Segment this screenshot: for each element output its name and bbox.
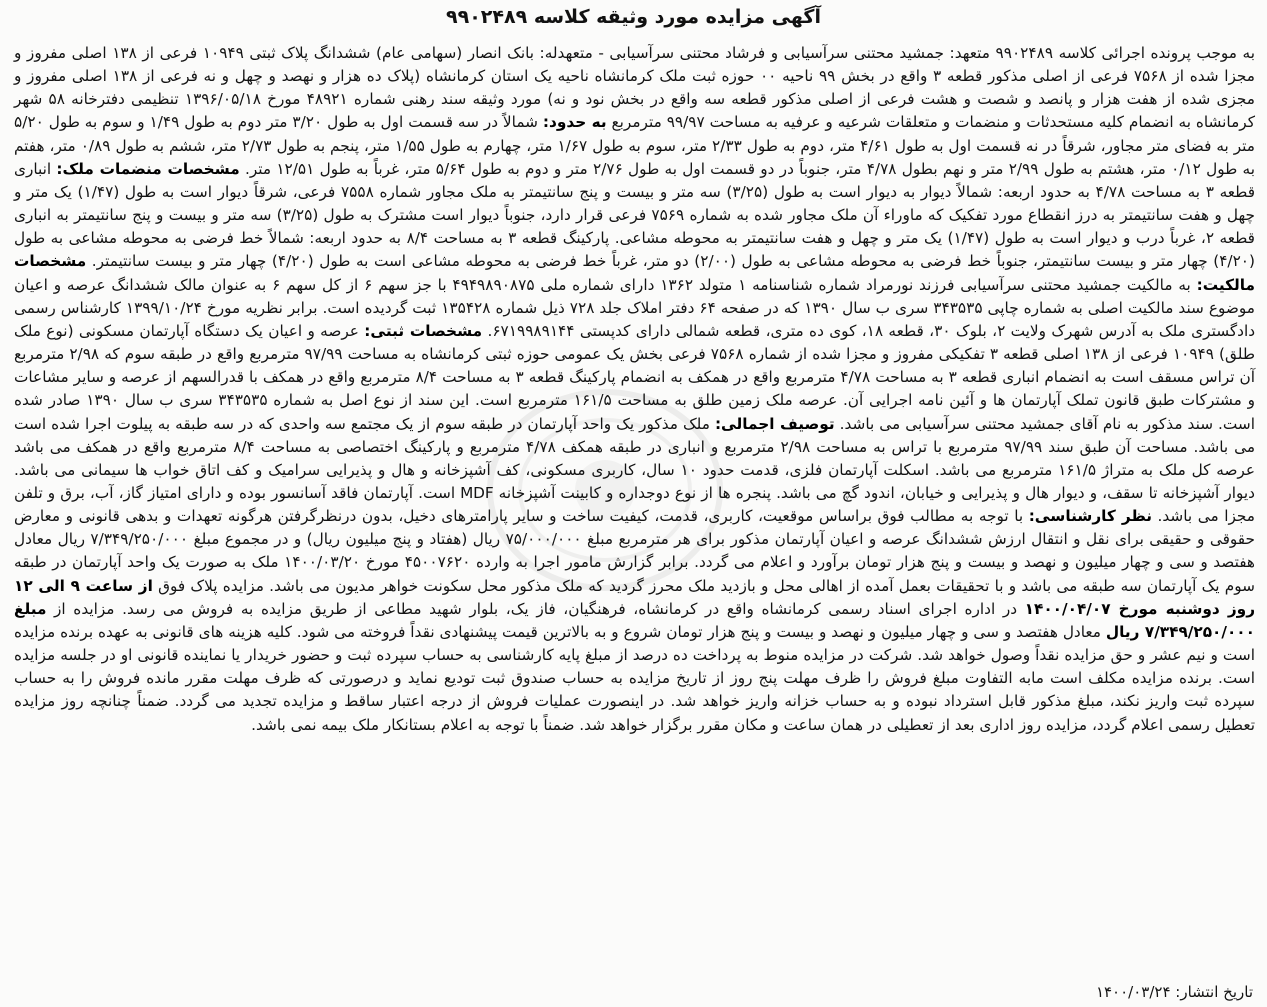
page-title: آگهی مزایده مورد وثیقه کلاسه ۹۹۰۲۴۸۹ <box>446 6 821 28</box>
paragraph-text: به موجب پرونده اجرائی کلاسه ۹۹۰۲۴۸۹ متعهد: جمشید محتنی سرآسیابی و فرشاد محتنی سرآسیابی - متعهدله: بانک انصار (سهامی عام) ششدانگ پلاک ثبتی ۱۰۹۴۹ فرعی از ۱۳۸ اصلی مفروز و مجزا شده از ۷۵۶۸ فرعی از اصلی مذکور قطعه ۳ واقع در بخش ۹۹ ناحیه ۰۰ حوزه ثبت ملک کرمانشاه ناحیه یک استان کرمانشاه (پلاک ده هزار و نهصد و چهل و نه فرعی از ۱۳۸ اصلی مفروز و مجزی شده از هفت هزار و پانصد و شصت و هشت فرعی از اصلی مذکور قطعه سه واقع در بخش نود و نه) مورد وثیقه سند رهنی شماره ۴۸۹۲۱ مورخ ۱۳۹۶/۰۵/۱۸ تنظیمی دفترخانه ۵۸ شهر کرمانشاه به انضمام کلیه مستحدثات و منضمات و متعلقات شرعیه و عرفیه به مساحت ۹۹/۹۷ مترمربع <box>14 44 1255 132</box>
section-heading: مشخصات منضمات ملک: <box>56 159 240 178</box>
section-heading: مشخصات ثبتی: <box>364 321 483 340</box>
section-heading: توصیف اجمالی: <box>714 414 835 433</box>
publication-date: تاریخ انتشار: ۱۴۰۰/۰۳/۲۴ <box>1095 983 1253 1001</box>
paragraph-text: با توجه به مطالب فوق براساس موقعیت، کاربری، قدمت، کیفیت ساخت و سایر پارامترهای دخیل، بدون درنظرگرفتن هرگونه تعهدات و بدهی قانونی و معارض حقوقی و حقیقی برای نقل و انتقال ارزش ششدانگ عرصه و اعیان آپارتمان مذکور برای هر مترمربع مبلغ ۷۵/۰۰۰/۰۰۰ ریال (هفتاد و پنج میلیون ریال) و در مجموع مبلغ ۷/۳۴۹/۲۵۰/۰۰۰ ریال معادل هفتصد و سی و چهار میلیون و نهصد و بیست و پنج هزار تومان برآورد و اعلام می گردد. برابر گزارش مامور اجرا به وارده ۴۵۰۰۷۶۲۰ مورخ ۱۴۰۰/۰۳/۲۰ ملک به صورت یک واحد آپارتمان در طبقه سوم یک آپارتمان سه طبقه می باشد و با تحقیقات بعمل آمده از اهالی محل و بازدید ملک محرز گردید که ملک مذکور محل سکونت خواهر مدیون می باشد. مزایده پلاک فوق <box>14 507 1256 595</box>
paragraph-text: انباری قطعه ۳ به مساحت ۴/۷۸ به حدود اربعه: شمالاً دیوار به دیوار است به طول (۳/۲۵) سه متر و بیست و پنج سانتیمتر به ملک مجاور شماره ۷۵۵۸ فرعی، شرقاً دیوار است به طول (۱/۴۷) یک متر و چهل و هفت سانتیمتر به درز انقطاع مورد تفکیک که ماوراء آن ملک مجاور شده به شماره ۷۵۶۹ فرعی قرار دارد، جنوباً دیوار است مشترک به طول (۳/۲۵) سه متر و بیست و پنج سانتیمتر به انباری قطعه ۲، غرباً درب و دیوار است به طول (۱/۴۷) یک متر و چهل و هفت سانتیمتر به محوطه مشاعی. پارکینگ قطعه ۳ به مساحت ۸/۴ به حدود اربعه: شمالاً خط فرضی به محوطه مشاعی به طول (۴/۲۰) چهار متر و بیست سانتیمتر، جنوباً خط فرضی به محوطه مشاعی به طول (۲/۰۰) دو متر، غرباً خط فرضی به محوطه مشاعی است به طول (۴/۲۰) چهار متر و بیست سانتیمتر. <box>14 159 1256 271</box>
paragraph-text: شمالاً در سه قسمت اول به طول ۳/۲۰ متر دوم به طول ۱/۴۹ و سوم به طول ۵/۲۰ متر به فضای متر مجاور، شرقاً در نه قسمت اول به طول ۴/۶۱ متر، دوم به طول ۲/۳۳ متر، سوم به طول ۱/۶۷ متر، چهارم به طول ۱/۵۵ متر، پنجم به طول ۲/۷۳ متر، ششم به طول ۰/۸۹ متر، هفتم به طول ۰/۱۲ متر، هشتم به طول ۲/۹۹ متر و نهم بطول ۴/۷۸ متر، جنوباً در دو قسمت اول به طول ۲/۷۶ متر و دوم به طول ۵/۶۴ متر، غرباً به طول ۱۲/۵۱ متر. <box>14 113 1256 178</box>
paragraph-text: عرصه و اعیان یک دستگاه آپارتمان مسکونی (نوع ملک طلق) ۱۰۹۴۹ فرعی از ۱۳۸ اصلی قطعه ۳ تفکیکی مفروز و مجزا شده از شماره ۷۵۶۸ فرعی بخش یک عمومی حوزه ثبتی کرمانشاه به مساحت ۹۷/۹۹ مترمربع واقع در طبقه سوم که ۲/۹۸ مترمربع آن تراس مسقف است به انضمام انباری قطعه ۳ به مساحت ۴/۷۸ مترمربع واقع در همکف به انضمام پارکینگ قطعه ۳ به مساحت ۸/۴ مترمربع واقع در همکف با قدرالسهم از عرصه و سایر مشاعات و مشترکات طبق قانون تملک آپارتمان ها و آئین نامه اجرایی آن. عرصه ملک زمین طلق به مساحت ۱۶۱/۵ مترمربع است. این سند از نوع اصل به شماره ۳۴۳۵۳۵ سری ب سال ۱۳۹۰ صادر شده است. سند مذکور به نام آقای جمشید محتنی سرآسیابی می باشد. <box>14 321 1256 433</box>
paragraph-text: ملک مذکور یک واحد آپارتمان در طبقه سوم از یک مجتمع سه واحدی که در سه طبقه به پیلوت اجرا شده است می باشد. مساحت آن طبق سند ۹۷/۹۹ مترمربع با تراس به مساحت ۲/۹۸ مترمربع و انباری در طبقه همکف ۴/۷۸ مترمربع و پارکینگ اختصاصی به مساحت ۸/۴ مترمربع واقع در همکف می باشد عرصه کل ملک به متراژ ۱۶۱/۵ مترمربع می باشد. اسکلت آپارتمان فلزی، قدمت حدود ۱۰ سال، کاربری مسکونی، کف آشپزخانه و هال و پذیرایی سرامیک و کف اتاق خواب ها سیمانی می باشد. دیوار آشپزخانه تا سقف، و دیوار هال و پذیرایی و خیابان، اندود گچ می باشد. پنجره ها از نوع دوجداره و کابینت آشپزخانه MDF است. آپارتمان فاقد آسانسور بوده و دارای امتیاز گاز، آب، برق و تلفن مجزا می باشد. <box>14 414 1256 526</box>
section-heading: نظر کارشناسی: <box>1028 507 1152 526</box>
section-heading: از ساعت ۹ الی ۱۲ روز دوشنبه مورخ ۱۴۰۰/۰۴/۰۷ <box>14 576 1255 618</box>
paragraph-text: معادل هفتصد و سی و چهار میلیون و نهصد و بیست و پنج هزار تومان شروع و به بالاترین قیمت پیشنهادی نقداً فروخته می شود. کلیه هزینه های قانونی به عهده برنده مزایده است و نیم عشر و حق مزایده نقداً وصول خواهد شد. شرکت در مزایده منوط به پرداخت ده درصد از مبلغ پایه کارشناسی به حساب سپرده ثبت و حضور خریدار یا نماینده قانونی او در جلسه مزایده است. برنده مزایده مکلف است مابه التفاوت مبلغ فروش را ظرف مهلت پنج روز از تاریخ مزایده به حساب صندوق ثبت تودیع نماید و درصورتی که ظرف مهلت مقرر مانده فروش را به حساب سپرده ثبت واریز نکند، مبلغ مذکور قابل استرداد نبوده و به حساب خزانه واریز خواهد شد. در اینصورت عملیات فروش از درجه اعتبار ساقط و مزایده تجدید می گردد. ضمناً چنانچه روز مزایده تعطیل رسمی اعلام گردد، مزایده روز اداری بعد از تعطیلی در همان ساعت و مکان مقرر برگزار خواهد شد. ضمناً با توجه به اعلام بستانکار ملک بیمه نمی باشد. <box>14 622 1255 734</box>
paragraph-text: در اداره اجرای اسناد رسمی کرمانشاه واقع در کرمانشاه، فرهنگیان، فاز یک، بلوار شهید مطاعی از طریق مزایده به فروش می رسد. مزایده از <box>46 599 1025 618</box>
section-heading: مبلغ ۷/۳۴۹/۲۵۰/۰۰۰ ریال <box>14 599 1255 641</box>
notice-body <box>14 42 1255 737</box>
section-heading: به حدود: <box>542 113 607 132</box>
paragraph-text: به مالکیت جمشید محتنی سرآسیابی فرزند نورمراد شماره شناسنامه ۱ متولد ۱۳۶۲ دارای شماره ملی ۴۹۴۹۸۹۰۸۷۵ با جز سهم ۶ از کل سهم ۶ به عنوان مالک ششدانگ عرصه و اعیان موضوع سند مالکیت اصلی به شماره چاپی ۳۴۳۵۳۵ سری ب سال ۱۳۹۰ که در صفحه ۶۴ دفتر املاک جلد ۷۲۸ ذیل شماره ۱۳۵۴۲۸ ثبت گردیده است. برابر نظریه مورخ ۱۳۹۹/۱۰/۲۴ کارشناس رسمی دادگستری ملک به آدرس شهرک ولایت ۲، بلوک ۳۰، قطعه ۱۸، کوی ده متری، قطعه شمالی دارای کدپستی ۶۷۱۹۹۸۹۱۴۴. <box>14 275 1256 340</box>
section-heading: مشخصات مالکیت: <box>14 252 1255 294</box>
